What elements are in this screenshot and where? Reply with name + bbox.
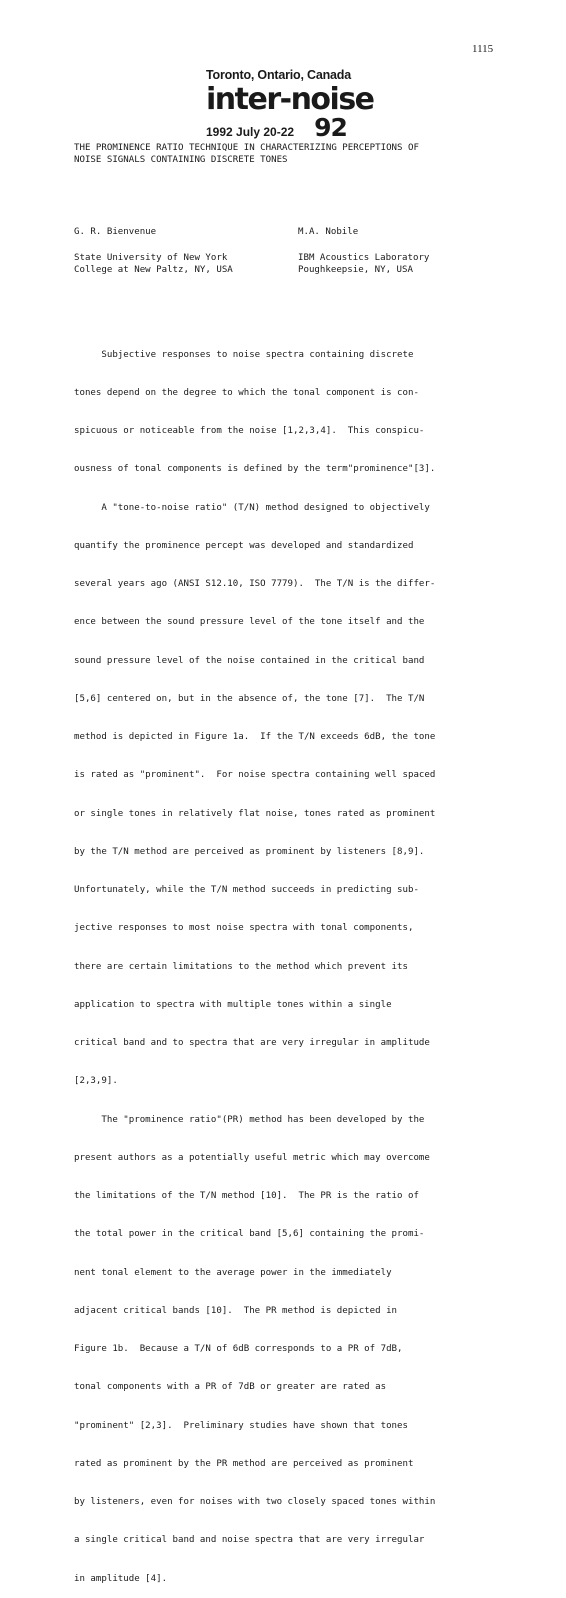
author-name: G. R. Bienvenue (74, 227, 157, 237)
body-line: The "prominence ratio"(PR) method has been developed by the (74, 1114, 425, 1125)
body-text (74, 323, 494, 1598)
body-line: rated as prominent by the PR method are perceived as prominent (74, 1458, 414, 1469)
body-line: the limitations of the T/N method [10]. The PR is the ratio of (74, 1191, 419, 1201)
body-line: jective responses to most noise spectra with tonal components, (74, 923, 414, 934)
body-line: present authors as a potentially useful metric which may overcome (74, 1152, 430, 1163)
body-line: or single tones in relatively flat noise, tones rated as prominent (74, 808, 436, 819)
conference-logo: inter-noise (206, 82, 374, 117)
body-line: Figure 1b. Because a T/N of 6dB corresponds to a PR of 7dB, (74, 1344, 403, 1354)
body-line: [2,3,9]. (74, 1076, 118, 1087)
body-line: by the T/N method are perceived as prominent by listeners [8,9]. (74, 846, 425, 857)
author-affiliation: College at New Paltz, NY, USA (74, 265, 233, 275)
body-line: application to spectra with multiple tones within a single (74, 999, 392, 1010)
body-line: sound pressure level of the noise contained in the critical band (74, 655, 425, 666)
body-line: several years ago (ANSI S12.10, ISO 7779). The T/N is the differ- (74, 579, 436, 589)
body-line: quantify the prominence percept was developed and standardized (74, 540, 414, 551)
conference-date-row (206, 113, 366, 142)
body-line: A "tone-to-noise ratio" (T/N) method designed to objectively (74, 502, 430, 513)
author-name: M.A. Nobile (298, 227, 359, 237)
page-number: 1115 (472, 43, 494, 55)
body-line: there are certain limitations to the method which prevent its (74, 961, 408, 972)
paper-title-line: THE PROMINENCE RATIO TECHNIQUE IN CHARACTERIZING PERCEPTIONS OF (74, 143, 419, 153)
body-line: Subjective responses to noise spectra containing discrete (74, 349, 414, 360)
body-line: tones depend on the degree to which the tonal component is con- (74, 387, 419, 398)
body-line: [5,6] centered on, but in the absence of, the tone [7]. The T/N (74, 693, 425, 704)
paper-title-line: NOISE SIGNALS CONTAINING DISCRETE TONES (74, 155, 288, 165)
body-line: "prominent" [2,3]. Preliminary studies have shown that tones (74, 1420, 408, 1431)
author-affiliation: State University of New York (74, 253, 228, 263)
conference-location: Toronto, Ontario, Canada (206, 68, 351, 82)
body-line: Unfortunately, while the T/N method succeeds in predicting sub- (74, 885, 419, 895)
author-affiliation: Poughkeepsie, NY, USA (298, 265, 413, 275)
body-line: ence between the sound pressure level of the tone itself and the (74, 617, 425, 628)
body-line: tonal components with a PR of 7dB or greater are rated as (74, 1382, 387, 1393)
body-line: spicuous or noticeable from the noise [1,2,3,4]. This conspicu- (74, 426, 425, 436)
conference-header (206, 68, 374, 142)
conference-date: 1992 July 20-22 (206, 125, 295, 139)
body-line: in amplitude [4]. (74, 1573, 168, 1584)
body-line: is rated as "prominent". For noise spectra containing well spaced (74, 770, 436, 781)
author-affiliation: IBM Acoustics Laboratory (298, 253, 430, 263)
body-line: nent tonal element to the average power in the immediately (74, 1267, 392, 1278)
body-line: method is depicted in Figure 1a. If the T/N exceeds 6dB, the tone (74, 732, 436, 742)
body-line: a single critical band and noise spectra that are very irregular (74, 1535, 425, 1546)
body-line: by listeners, even for noises with two closely spaced tones within (74, 1497, 436, 1507)
body-line: the total power in the critical band [5,6] containing the promi- (74, 1229, 425, 1240)
body-line: critical band and to spectra that are very irregular in amplitude (74, 1038, 430, 1048)
body-line: adjacent critical bands [10]. The PR method is depicted in (74, 1305, 398, 1316)
conference-year-logo: 92 (314, 113, 347, 142)
body-line: ousness of tonal components is defined by the term"prominence"[3]. (74, 464, 436, 475)
